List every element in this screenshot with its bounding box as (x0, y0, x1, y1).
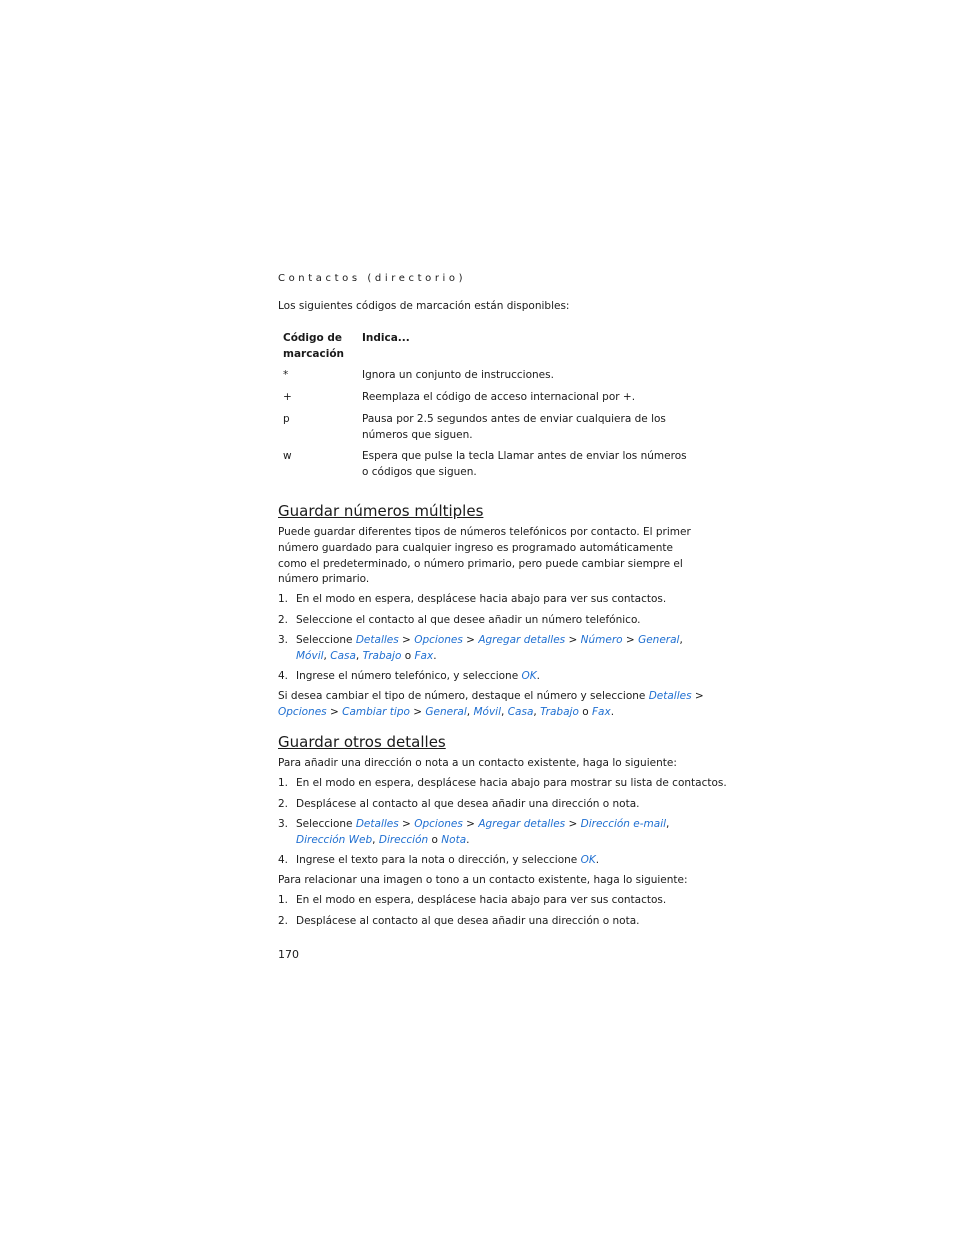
menu-link-direccion-email[interactable]: Dirección e-mail (580, 818, 667, 830)
menu-link-movil[interactable]: Móvil (473, 705, 502, 718)
section-heading-other-details: Guardar otros detalles (278, 733, 446, 751)
menu-link-agregar-detalles[interactable]: Agregar detalles (478, 818, 566, 830)
menu-link-direccion[interactable]: Dirección (378, 833, 429, 846)
running-head: Contactos (directorio) (278, 273, 467, 284)
menu-link-direccion-web[interactable]: Dirección Web (296, 833, 373, 846)
menu-link-fax[interactable]: Fax (414, 649, 434, 662)
table-cell-desc: Ignora un conjunto de instrucciones. (362, 369, 554, 381)
section2-intro: Para añadir una dirección o nota a un contacto existente, haga lo siguiente: (278, 757, 677, 769)
section1-change-type: Si desea cambiar el tipo de número, destaque el número y seleccione Detalles > Opciones > Cambiar tipo > General, Móvil, Casa, Trabajo o Fax. (278, 690, 704, 718)
menu-link-opciones[interactable]: Opciones (414, 634, 463, 646)
intro-text: Los siguientes códigos de marcación están disponibles: (278, 300, 570, 312)
section-heading-multiple-numbers: Guardar números múltiples (278, 502, 484, 520)
table-cell-code: + (283, 391, 292, 403)
table-header-code: Código de marcación (283, 332, 345, 360)
menu-link-trabajo[interactable]: Trabajo (362, 649, 402, 662)
menu-link-detalles[interactable]: Detalles (648, 690, 692, 702)
page-number: 170 (278, 948, 299, 961)
menu-link-casa[interactable]: Casa (507, 705, 534, 718)
list-item: 3. Seleccione Detalles > Opciones > Agregar detalles > Dirección e-mail, Dirección Web, Dirección o Nota. (278, 818, 670, 846)
table-cell-code: w (283, 450, 292, 462)
menu-link-casa[interactable]: Casa (330, 649, 356, 662)
menu-link-cambiar-tipo[interactable]: Cambiar tipo (342, 705, 410, 718)
menu-link-ok[interactable]: OK (580, 854, 596, 866)
menu-link-movil[interactable]: Móvil (296, 649, 324, 662)
table-cell-code: p (283, 413, 290, 425)
menu-link-general[interactable]: General (638, 634, 680, 646)
menu-link-agregar-detalles[interactable]: Agregar detalles (478, 634, 566, 646)
menu-link-trabajo[interactable]: Trabajo (540, 705, 579, 718)
menu-link-nota[interactable]: Nota (441, 833, 467, 846)
table-cell-desc: Pausa por 2.5 segundos antes de enviar cualquiera de los números que siguen. (362, 413, 666, 441)
table-cell-desc: Reemplaza el código de acceso internacional por +. (362, 391, 636, 403)
section2-intro2: Para relacionar una imagen o tono a un contacto existente, haga lo siguiente: (278, 874, 688, 886)
menu-link-opciones[interactable]: Opciones (278, 705, 327, 718)
menu-link-ok[interactable]: OK (521, 670, 537, 682)
table-cell-desc: Espera que pulse la tecla Llamar antes de enviar los números o códigos que siguen. (362, 450, 687, 478)
menu-link-detalles[interactable]: Detalles (355, 818, 399, 830)
table-cell-code: * (283, 369, 289, 381)
menu-link-fax[interactable]: Fax (591, 705, 611, 718)
table-header-meaning: Indica... (362, 332, 410, 344)
list-item: 3. Seleccione Detalles > Opciones > Agregar detalles > Número > General, Móvil, Casa, Trabajo o Fax. (278, 634, 683, 662)
section1-paragraph: Puede guardar diferentes tipos de números telefónicos por contacto. El primer número guardado para cualquier ingreso es programado automáticamente como el predeterminado, o número primario, pero puede cambiar siempre el número primario. (278, 526, 691, 586)
menu-link-detalles[interactable]: Detalles (355, 634, 399, 646)
menu-link-numero[interactable]: Número (580, 634, 623, 646)
menu-link-opciones[interactable]: Opciones (414, 818, 463, 830)
menu-link-general[interactable]: General (425, 705, 467, 718)
